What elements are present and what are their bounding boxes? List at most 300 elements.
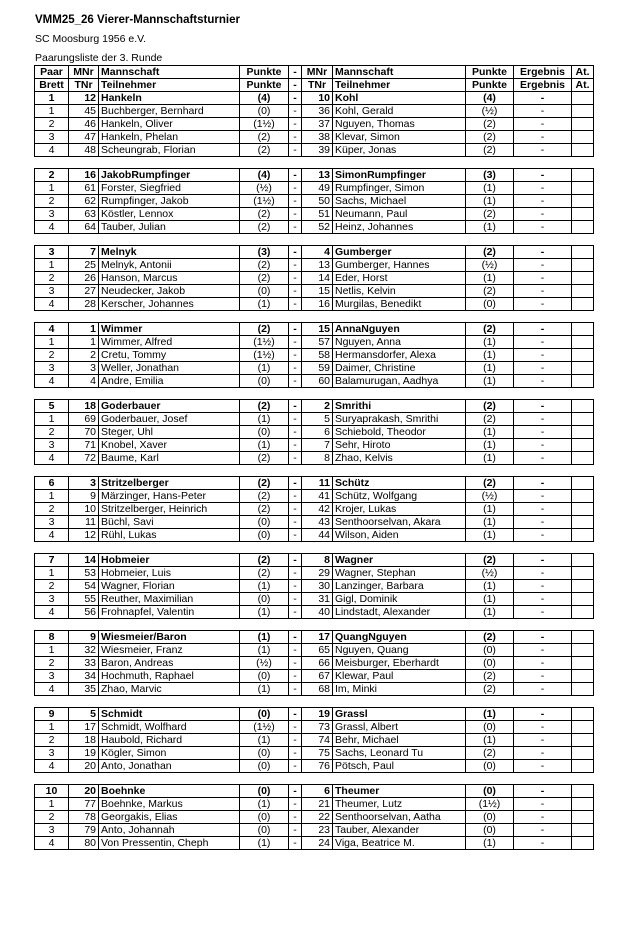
result-cell: -	[514, 144, 572, 157]
opponent-points-cell: Punkte	[466, 79, 514, 92]
opponent-name-cell: Gigl, Dominik	[333, 593, 466, 606]
opponent-number-cell: 13	[302, 259, 333, 272]
pair-number-cell: 2	[35, 503, 69, 516]
team-points-cell: (2)	[240, 554, 289, 567]
team-points-cell: (1½)	[240, 349, 289, 362]
separator-cell: -	[289, 567, 302, 580]
board-row	[35, 721, 594, 734]
team-points-cell: (2)	[240, 272, 289, 285]
pair-number-cell: 10	[35, 785, 69, 798]
pair-number-cell: 3	[35, 747, 69, 760]
pair-number-cell: 5	[35, 400, 69, 413]
team-name-cell: Reuther, Maximilian	[99, 593, 240, 606]
pair-number-cell: 9	[35, 708, 69, 721]
attachment-cell	[572, 606, 594, 619]
spacer-cell	[35, 696, 594, 708]
team-name-cell: Weller, Jonathan	[99, 362, 240, 375]
team-number-cell: 47	[69, 131, 99, 144]
opponent-number-cell: 76	[302, 760, 333, 773]
opponent-number-cell: 21	[302, 798, 333, 811]
opponent-name-cell: Zhao, Kelvis	[333, 452, 466, 465]
opponent-name-cell: Nguyen, Thomas	[333, 118, 466, 131]
attachment-cell	[572, 144, 594, 157]
attachment-cell	[572, 490, 594, 503]
attachment-cell	[572, 336, 594, 349]
team-points-cell: (0)	[240, 708, 289, 721]
team-points-cell: (1)	[240, 298, 289, 311]
attachment-cell	[572, 246, 594, 259]
opponent-number-cell: 19	[302, 708, 333, 721]
separator-cell: -	[289, 208, 302, 221]
opponent-name-cell: Teilnehmer	[333, 79, 466, 92]
result-cell: -	[514, 272, 572, 285]
pair-number-cell: 2	[35, 657, 69, 670]
team-number-cell: 48	[69, 144, 99, 157]
board-row	[35, 439, 594, 452]
opponent-number-cell: 44	[302, 529, 333, 542]
pair-number-cell: 3	[35, 285, 69, 298]
separator-cell: -	[289, 426, 302, 439]
board-row	[35, 644, 594, 657]
team-number-cell: 63	[69, 208, 99, 221]
team-name-cell: Wagner, Florian	[99, 580, 240, 593]
opponent-name-cell: Klevar, Simon	[333, 131, 466, 144]
team-points-cell: (2)	[240, 503, 289, 516]
opponent-name-cell: Tauber, Alexander	[333, 824, 466, 837]
result-cell: -	[514, 336, 572, 349]
team-number-cell: 34	[69, 670, 99, 683]
team-name-cell: Von Pressentin, Cheph	[99, 837, 240, 850]
attachment-cell	[572, 92, 594, 105]
team-points-cell: (2)	[240, 477, 289, 490]
spacer-row	[35, 157, 594, 169]
opponent-name-cell: Nguyen, Quang	[333, 644, 466, 657]
opponent-points-cell: (0)	[466, 644, 514, 657]
spacer-row	[35, 234, 594, 246]
team-points-cell: (4)	[240, 169, 289, 182]
opponent-points-cell: (½)	[466, 259, 514, 272]
team-name-cell: Neudecker, Jakob	[99, 285, 240, 298]
board-row	[35, 657, 594, 670]
separator-cell: -	[289, 734, 302, 747]
opponent-number-cell: 30	[302, 580, 333, 593]
board-row	[35, 285, 594, 298]
opponent-number-cell: 10	[302, 92, 333, 105]
pair-number-cell: 1	[35, 798, 69, 811]
team-name-cell: Büchl, Savi	[99, 516, 240, 529]
separator-cell: -	[289, 593, 302, 606]
pairings-table	[34, 65, 594, 850]
board-row	[35, 144, 594, 157]
separator-cell: -	[289, 400, 302, 413]
team-number-cell: 71	[69, 439, 99, 452]
opponent-name-cell: Daimer, Christine	[333, 362, 466, 375]
attachment-cell	[572, 644, 594, 657]
team-points-cell: (½)	[240, 182, 289, 195]
result-cell: -	[514, 811, 572, 824]
board-row	[35, 747, 594, 760]
board-row	[35, 452, 594, 465]
team-name-cell: Rühl, Lukas	[99, 529, 240, 542]
pair-number-cell: 2	[35, 118, 69, 131]
opponent-number-cell: 58	[302, 349, 333, 362]
opponent-points-cell: (½)	[466, 490, 514, 503]
separator-cell: -	[289, 362, 302, 375]
team-pairing-row	[35, 169, 594, 182]
result-cell: Ergebnis	[514, 79, 572, 92]
team-name-cell: Andre, Emilia	[99, 375, 240, 388]
opponent-name-cell: Kohl	[333, 92, 466, 105]
attachment-cell	[572, 195, 594, 208]
team-points-cell: (1)	[240, 734, 289, 747]
opponent-name-cell: Sehr, Hiroto	[333, 439, 466, 452]
opponent-number-cell: 14	[302, 272, 333, 285]
team-number-cell: 56	[69, 606, 99, 619]
team-name-cell: Mannschaft	[99, 66, 240, 79]
team-name-cell: Zhao, Marvic	[99, 683, 240, 696]
result-cell: -	[514, 349, 572, 362]
opponent-number-cell: MNr	[302, 66, 333, 79]
attachment-cell	[572, 413, 594, 426]
team-name-cell: Hobmeier	[99, 554, 240, 567]
opponent-name-cell: Murgilas, Benedikt	[333, 298, 466, 311]
team-name-cell: Wimmer, Alfred	[99, 336, 240, 349]
team-points-cell: (4)	[240, 92, 289, 105]
opponent-number-cell: 36	[302, 105, 333, 118]
attachment-cell	[572, 105, 594, 118]
opponent-points-cell: (1)	[466, 452, 514, 465]
opponent-points-cell: (1)	[466, 195, 514, 208]
team-name-cell: Forster, Siegfried	[99, 182, 240, 195]
opponent-name-cell: Gumberger	[333, 246, 466, 259]
pair-number-cell: 1	[35, 182, 69, 195]
team-points-cell: (1)	[240, 606, 289, 619]
team-number-cell: 78	[69, 811, 99, 824]
team-points-cell: (0)	[240, 747, 289, 760]
opponent-name-cell: Neumann, Paul	[333, 208, 466, 221]
opponent-points-cell: (1)	[466, 734, 514, 747]
team-pairing-row	[35, 92, 594, 105]
board-row	[35, 118, 594, 131]
result-cell: -	[514, 131, 572, 144]
opponent-number-cell: 40	[302, 606, 333, 619]
opponent-number-cell: 7	[302, 439, 333, 452]
result-cell: -	[514, 439, 572, 452]
separator-cell: -	[289, 670, 302, 683]
team-points-cell: (2)	[240, 221, 289, 234]
result-cell: -	[514, 323, 572, 336]
opponent-name-cell: Behr, Michael	[333, 734, 466, 747]
team-number-cell: 10	[69, 503, 99, 516]
pair-number-cell: 2	[35, 169, 69, 182]
opponent-number-cell: 38	[302, 131, 333, 144]
pair-number-cell: 7	[35, 554, 69, 567]
attachment-cell	[572, 131, 594, 144]
team-number-cell: 1	[69, 323, 99, 336]
board-row	[35, 272, 594, 285]
attachment-cell	[572, 349, 594, 362]
board-row	[35, 593, 594, 606]
result-cell: -	[514, 362, 572, 375]
opponent-number-cell: 6	[302, 785, 333, 798]
team-number-cell: 19	[69, 747, 99, 760]
opponent-name-cell: Grassl, Albert	[333, 721, 466, 734]
opponent-number-cell: 51	[302, 208, 333, 221]
spacer-row	[35, 388, 594, 400]
opponent-number-cell: 49	[302, 182, 333, 195]
team-points-cell: (1½)	[240, 195, 289, 208]
spacer-cell	[35, 465, 594, 477]
round-label: Paarungsliste der 3. Runde	[35, 52, 163, 64]
team-name-cell: Märzinger, Hans-Peter	[99, 490, 240, 503]
pair-number-cell: Brett	[35, 79, 69, 92]
team-points-cell: (0)	[240, 285, 289, 298]
spacer-cell	[35, 542, 594, 554]
result-cell: -	[514, 375, 572, 388]
team-pairing-row	[35, 631, 594, 644]
team-number-cell: 17	[69, 721, 99, 734]
opponent-name-cell: Theumer	[333, 785, 466, 798]
pair-number-cell: 4	[35, 323, 69, 336]
pair-number-cell: 3	[35, 439, 69, 452]
opponent-points-cell: (2)	[466, 683, 514, 696]
separator-cell: -	[289, 272, 302, 285]
separator-cell: -	[289, 195, 302, 208]
attachment-cell	[572, 631, 594, 644]
opponent-points-cell: (1)	[466, 439, 514, 452]
team-name-cell: Wimmer	[99, 323, 240, 336]
separator-cell: -	[289, 798, 302, 811]
opponent-points-cell: (2)	[466, 670, 514, 683]
team-number-cell: 72	[69, 452, 99, 465]
team-points-cell: (2)	[240, 400, 289, 413]
team-points-cell: (0)	[240, 375, 289, 388]
team-name-cell: Kögler, Simon	[99, 747, 240, 760]
result-cell: -	[514, 657, 572, 670]
team-name-cell: Hanson, Marcus	[99, 272, 240, 285]
separator-cell: -	[289, 721, 302, 734]
result-cell: -	[514, 221, 572, 234]
team-points-cell: (2)	[240, 208, 289, 221]
team-number-cell: 2	[69, 349, 99, 362]
separator-cell: -	[289, 79, 302, 92]
team-number-cell: 18	[69, 400, 99, 413]
team-points-cell: (1)	[240, 580, 289, 593]
result-cell: -	[514, 824, 572, 837]
team-points-cell: (2)	[240, 567, 289, 580]
attachment-cell	[572, 208, 594, 221]
team-name-cell: Schmidt, Wolfhard	[99, 721, 240, 734]
team-points-cell: (2)	[240, 131, 289, 144]
result-cell: -	[514, 285, 572, 298]
separator-cell: -	[289, 182, 302, 195]
result-cell: -	[514, 426, 572, 439]
separator-cell: -	[289, 375, 302, 388]
pair-number-cell: 4	[35, 144, 69, 157]
team-points-cell: Punkte	[240, 66, 289, 79]
separator-cell: -	[289, 824, 302, 837]
separator-cell: -	[289, 131, 302, 144]
team-number-cell: 79	[69, 824, 99, 837]
team-points-cell: (0)	[240, 811, 289, 824]
opponent-points-cell: (0)	[466, 824, 514, 837]
separator-cell: -	[289, 490, 302, 503]
header-row	[35, 79, 594, 92]
team-number-cell: 46	[69, 118, 99, 131]
result-cell: -	[514, 606, 572, 619]
team-points-cell: (1)	[240, 413, 289, 426]
opponent-number-cell: 50	[302, 195, 333, 208]
opponent-number-cell: 6	[302, 426, 333, 439]
opponent-points-cell: (2)	[466, 747, 514, 760]
team-points-cell: (1½)	[240, 118, 289, 131]
team-number-cell: 35	[69, 683, 99, 696]
attachment-cell	[572, 785, 594, 798]
result-cell: -	[514, 683, 572, 696]
spacer-row	[35, 311, 594, 323]
opponent-points-cell: (½)	[466, 105, 514, 118]
attachment-cell	[572, 169, 594, 182]
board-row	[35, 195, 594, 208]
pair-number-cell: 2	[35, 272, 69, 285]
separator-cell: -	[289, 580, 302, 593]
board-row	[35, 105, 594, 118]
opponent-number-cell: 39	[302, 144, 333, 157]
attachment-cell	[572, 285, 594, 298]
board-row	[35, 683, 594, 696]
board-row	[35, 798, 594, 811]
team-number-cell: 3	[69, 362, 99, 375]
separator-cell: -	[289, 516, 302, 529]
team-points-cell: (1)	[240, 683, 289, 696]
result-cell: -	[514, 567, 572, 580]
opponent-points-cell: (0)	[466, 657, 514, 670]
opponent-number-cell: 5	[302, 413, 333, 426]
attachment-cell	[572, 798, 594, 811]
team-number-cell: 9	[69, 631, 99, 644]
opponent-name-cell: Hermansdorfer, Alexa	[333, 349, 466, 362]
separator-cell: -	[289, 259, 302, 272]
attachment-cell	[572, 452, 594, 465]
board-row	[35, 760, 594, 773]
opponent-number-cell: 22	[302, 811, 333, 824]
team-name-cell: Boehnke, Markus	[99, 798, 240, 811]
result-cell: -	[514, 593, 572, 606]
opponent-name-cell: Wagner	[333, 554, 466, 567]
opponent-name-cell: Pötsch, Paul	[333, 760, 466, 773]
team-number-cell: 3	[69, 477, 99, 490]
team-name-cell: Stritzelberger, Heinrich	[99, 503, 240, 516]
team-number-cell: 5	[69, 708, 99, 721]
pair-number-cell: 1	[35, 413, 69, 426]
attachment-cell	[572, 182, 594, 195]
opponent-points-cell: (0)	[466, 298, 514, 311]
result-cell: -	[514, 734, 572, 747]
separator-cell: -	[289, 336, 302, 349]
opponent-points-cell: (1½)	[466, 798, 514, 811]
opponent-name-cell: Lanzinger, Barbara	[333, 580, 466, 593]
pair-number-cell: 3	[35, 362, 69, 375]
opponent-number-cell: 68	[302, 683, 333, 696]
opponent-points-cell: (2)	[466, 400, 514, 413]
opponent-number-cell: 4	[302, 246, 333, 259]
opponent-number-cell: 17	[302, 631, 333, 644]
team-name-cell: Boehnke	[99, 785, 240, 798]
opponent-number-cell: 24	[302, 837, 333, 850]
team-number-cell: 32	[69, 644, 99, 657]
opponent-points-cell: (2)	[466, 208, 514, 221]
opponent-points-cell: (2)	[466, 144, 514, 157]
pair-number-cell: 1	[35, 490, 69, 503]
opponent-points-cell: (4)	[466, 92, 514, 105]
separator-cell: -	[289, 413, 302, 426]
pair-number-cell: 4	[35, 298, 69, 311]
pair-number-cell: 4	[35, 375, 69, 388]
board-row	[35, 824, 594, 837]
opponent-name-cell: AnnaNguyen	[333, 323, 466, 336]
result-cell: -	[514, 503, 572, 516]
team-number-cell: 27	[69, 285, 99, 298]
team-pairing-row	[35, 246, 594, 259]
team-points-cell: (1½)	[240, 721, 289, 734]
opponent-points-cell: (0)	[466, 721, 514, 734]
team-name-cell: Baume, Karl	[99, 452, 240, 465]
separator-cell: -	[289, 837, 302, 850]
opponent-points-cell: (1)	[466, 580, 514, 593]
team-name-cell: Kerscher, Johannes	[99, 298, 240, 311]
board-row	[35, 734, 594, 747]
board-row	[35, 413, 594, 426]
opponent-name-cell: Viga, Beatrice M.	[333, 837, 466, 850]
result-cell: -	[514, 721, 572, 734]
result-cell: -	[514, 118, 572, 131]
team-name-cell: Cretu, Tommy	[99, 349, 240, 362]
board-row	[35, 375, 594, 388]
team-number-cell: 77	[69, 798, 99, 811]
opponent-number-cell: 8	[302, 452, 333, 465]
opponent-number-cell: 60	[302, 375, 333, 388]
board-row	[35, 516, 594, 529]
separator-cell: -	[289, 760, 302, 773]
opponent-number-cell: 59	[302, 362, 333, 375]
separator-cell: -	[289, 657, 302, 670]
team-name-cell: Goderbauer, Josef	[99, 413, 240, 426]
opponent-number-cell: 41	[302, 490, 333, 503]
opponent-name-cell: Grassl	[333, 708, 466, 721]
separator-cell: -	[289, 323, 302, 336]
team-number-cell: 70	[69, 426, 99, 439]
board-row	[35, 131, 594, 144]
opponent-points-cell: (2)	[466, 631, 514, 644]
separator-cell: -	[289, 118, 302, 131]
pair-number-cell: 3	[35, 516, 69, 529]
opponent-points-cell: (0)	[466, 785, 514, 798]
opponent-points-cell: (1)	[466, 221, 514, 234]
team-name-cell: Köstler, Lennox	[99, 208, 240, 221]
board-row	[35, 208, 594, 221]
team-pairing-row	[35, 400, 594, 413]
team-name-cell: Buchberger, Bernhard	[99, 105, 240, 118]
opponent-name-cell: Wilson, Aiden	[333, 529, 466, 542]
attachment-cell	[572, 426, 594, 439]
result-cell: -	[514, 298, 572, 311]
opponent-number-cell: 15	[302, 323, 333, 336]
pair-number-cell: 3	[35, 593, 69, 606]
separator-cell: -	[289, 503, 302, 516]
board-row	[35, 837, 594, 850]
result-cell: -	[514, 208, 572, 221]
opponent-number-cell: 74	[302, 734, 333, 747]
